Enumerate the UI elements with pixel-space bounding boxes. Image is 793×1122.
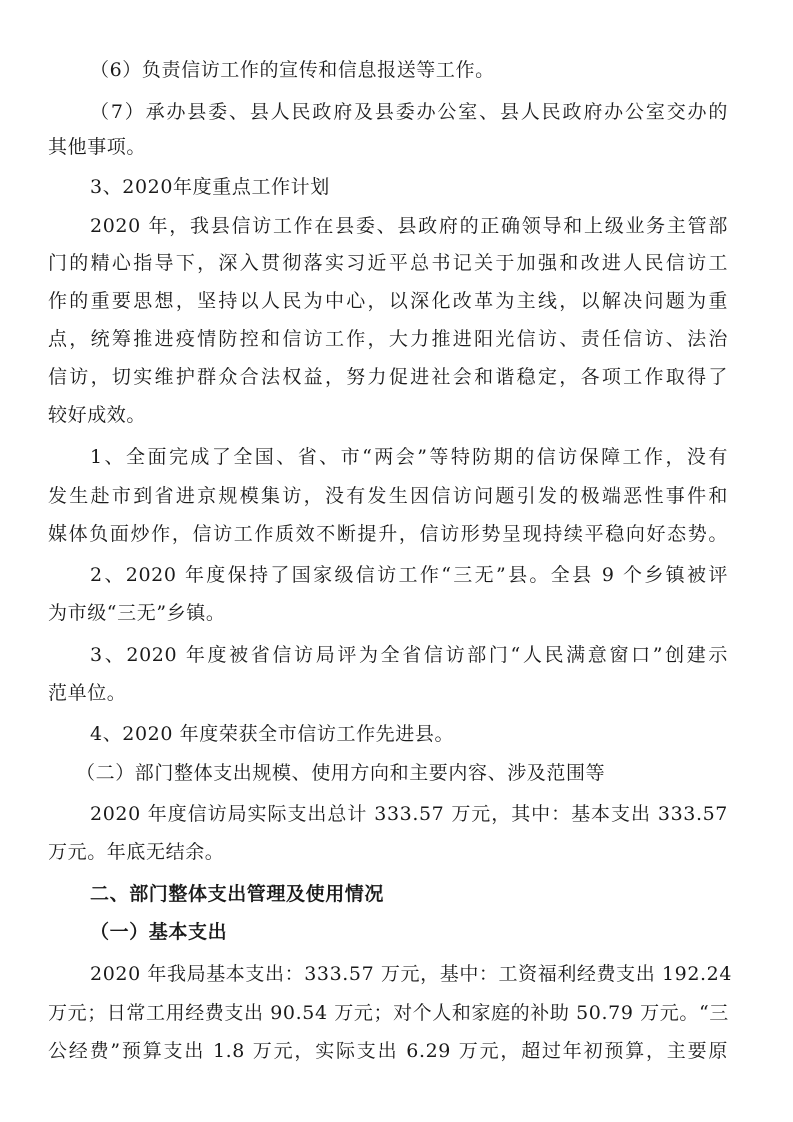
paragraph-line: 发生赴市到省进京规模集访，没有发生因信访问题引发的极端恶性事件和: [48, 485, 728, 507]
paragraph-line: 2020 年，我县信访工作在县委、县政府的正确领导和上级业务主管部: [90, 215, 728, 237]
section-heading: （二）部门整体支出规模、使用方向和主要内容、涉及范围等: [76, 762, 606, 784]
paragraph-line: 万元。年底无结余。: [48, 841, 225, 863]
paragraph-line: 万元；日常工用经费支出 90.54 万元；对个人和家庭的补助 50.79 万元。“三: [48, 1002, 729, 1024]
paragraph-line: 2020 年度信访局实际支出总计 333.57 万元，其中：基本支出 333.57: [90, 803, 728, 825]
paragraph-line: 门的精心指导下，深入贯彻落实习近平总书记关于加强和改进人民信访工: [48, 252, 728, 274]
paragraph-line: 其他事项。: [48, 136, 147, 158]
chapter-heading: 二、部门整体支出管理及使用情况: [90, 883, 385, 905]
paragraph-line: 媒体负面炒作，信访工作质效不断提升，信访形势呈现持续平稳向好态势。: [48, 523, 728, 545]
paragraph-line: 为市级“三无”乡镇。: [48, 602, 226, 624]
section-heading: （一）基本支出: [90, 921, 228, 943]
paragraph-line: 4、2020 年度荣获全市信访工作先进县。: [90, 723, 455, 745]
paragraph-line: 2、2020 年度保持了国家级信访工作“三无”县。全县 9 个乡镇被评: [90, 564, 728, 586]
paragraph-line: 范单位。: [48, 682, 127, 704]
paragraph-line: 公经费”预算支出 1.8 万元，实际支出 6.29 万元，超过年初预算，主要原: [48, 1040, 728, 1062]
paragraph-line: 信访，切实维护群众合法权益，努力促进社会和谐稳定，各项工作取得了: [48, 366, 728, 388]
paragraph-line: 3、2020 年度被省信访局评为全省信访部门“人民满意窗口”创建示: [90, 644, 728, 666]
paragraph-line: 1、全面完成了全国、省、市“两会”等特防期的信访保障工作，没有: [90, 446, 728, 468]
paragraph-line: （7）承办县委、县人民政府及县委办公室、县人民政府办公室交办的: [90, 101, 728, 123]
paragraph-line: 2020 年我局基本支出：333.57 万元，基中：工资福利经费支出 192.24: [90, 963, 733, 985]
paragraph-line: 较好成效。: [48, 404, 147, 426]
paragraph-line: 作的重要思想，坚持以人民为中心，以深化改革为主线，以解决问题为重: [48, 290, 728, 312]
paragraph-line: 点，统筹推进疫情防控和信访工作，大力推进阳光信访、责任信访、法治: [48, 328, 728, 350]
paragraph-line: （6）负责信访工作的宣传和信息报送等工作。: [90, 59, 495, 81]
section-heading: 3、2020年度重点工作计划: [90, 176, 330, 198]
